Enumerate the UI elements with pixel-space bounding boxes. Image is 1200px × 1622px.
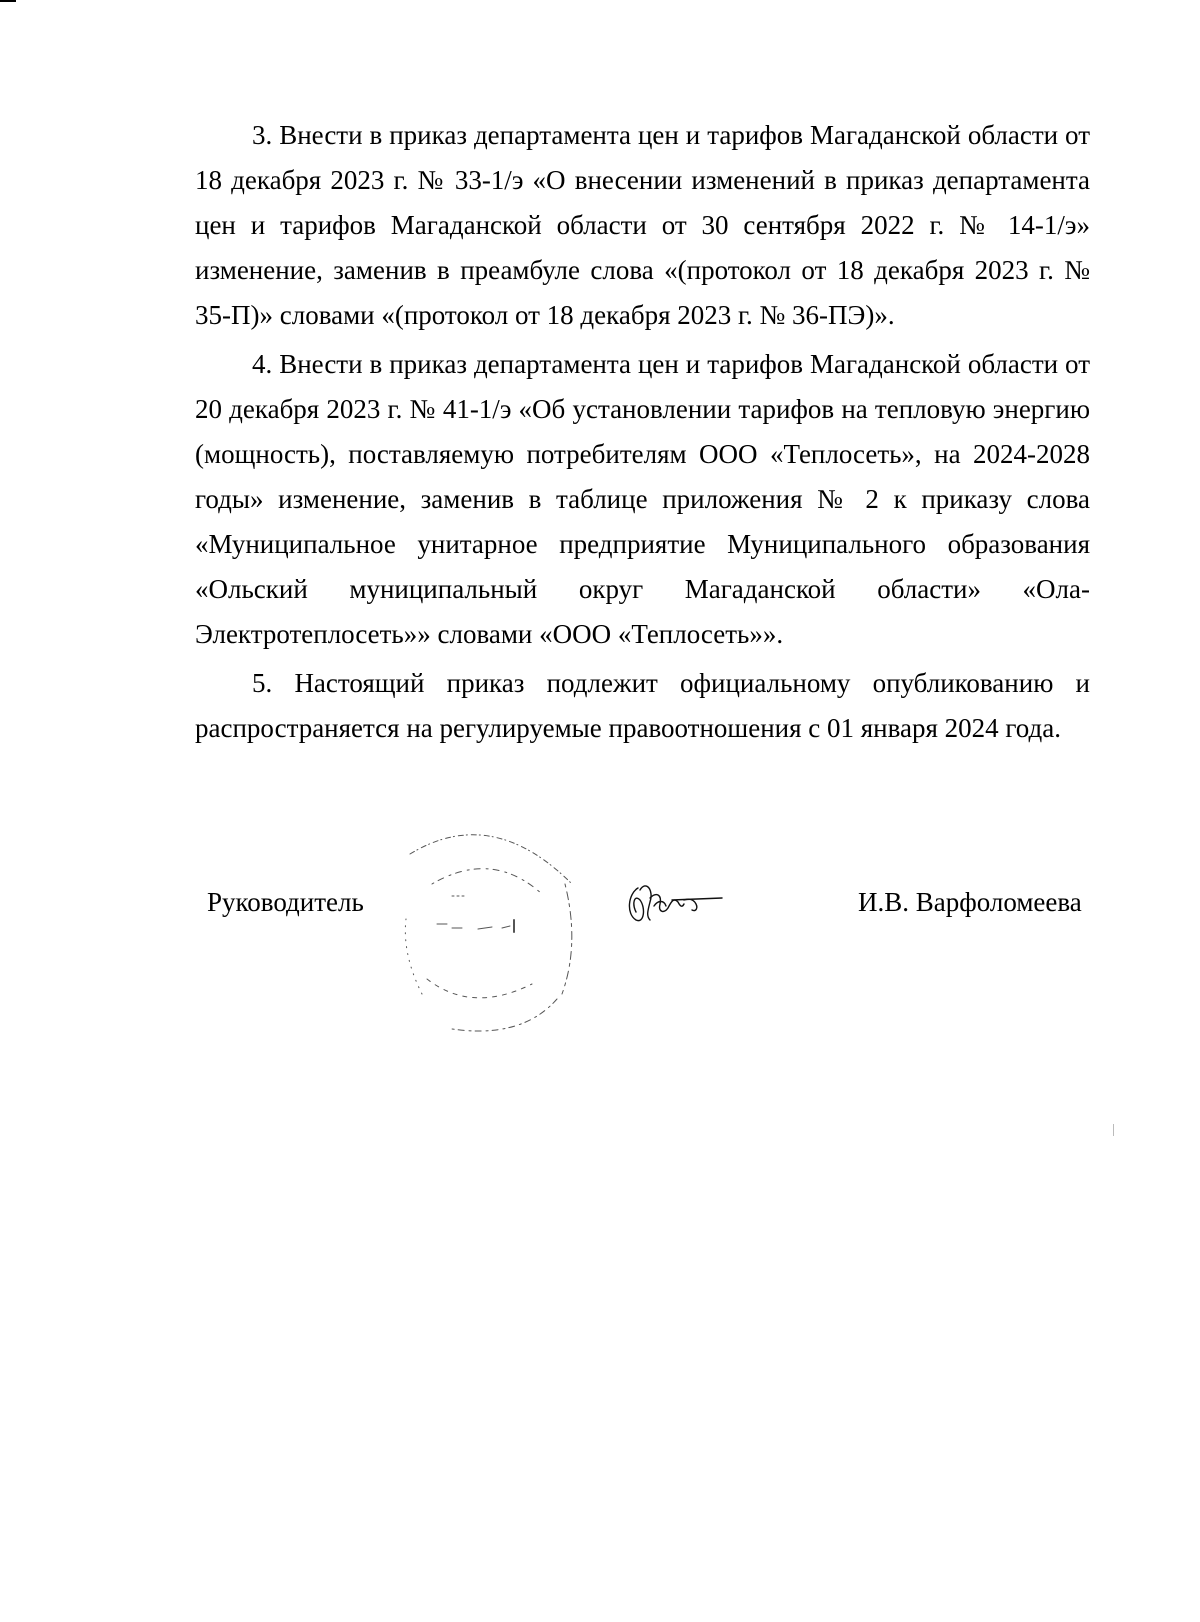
- signer-name: И.В. Варфоломеева: [858, 887, 1082, 917]
- signer-title: Руководитель: [207, 887, 364, 917]
- paragraph-3: 3. Внести в приказ департамента цен и тарифов Магаданской области от 18 декабря 2023 г. № 33-1/э «О внесении изменений в приказ департамента цен и тарифов Магаданской области от 30 сентября 2022 г. № 14-1/э» изменение, заменив в преамбуле слова «(протокол от 18 декабря 2023 г. № 35-П)» словами «(протокол от 18 декабря 2023 г. № 36-ПЭ)».: [195, 120, 1090, 330]
- scan-corner-mark: [0, 0, 16, 2]
- document-body: [195, 113, 1090, 751]
- scan-artifact: [1113, 1124, 1114, 1136]
- handwritten-signature-icon: [624, 870, 724, 930]
- round-seal-stamp-icon: [382, 824, 602, 1044]
- paragraph-4: 4. Внести в приказ департамента цен и тарифов Магаданской области от 20 декабря 2023 г. № 41-1/э «Об установлении тарифов на тепловую энергию (мощность), поставляемую потребителям ООО «Теплосеть», на 2024-2028 годы» изменение, заменив в таблице приложения № 2 к приказу слова «Муниципальное унитарное предприятие Муниципального образования «Ольский муниципальный округ Магаданской области» «Ола-Электротеплосеть»» словами «ООО «Теплосеть»».: [195, 349, 1090, 649]
- signature-block: [0, 820, 1200, 1040]
- paragraph-5: 5. Настоящий приказ подлежит официальному опубликованию и распространяется на регулируемые правоотношения с 01 января 2024 года.: [195, 668, 1090, 743]
